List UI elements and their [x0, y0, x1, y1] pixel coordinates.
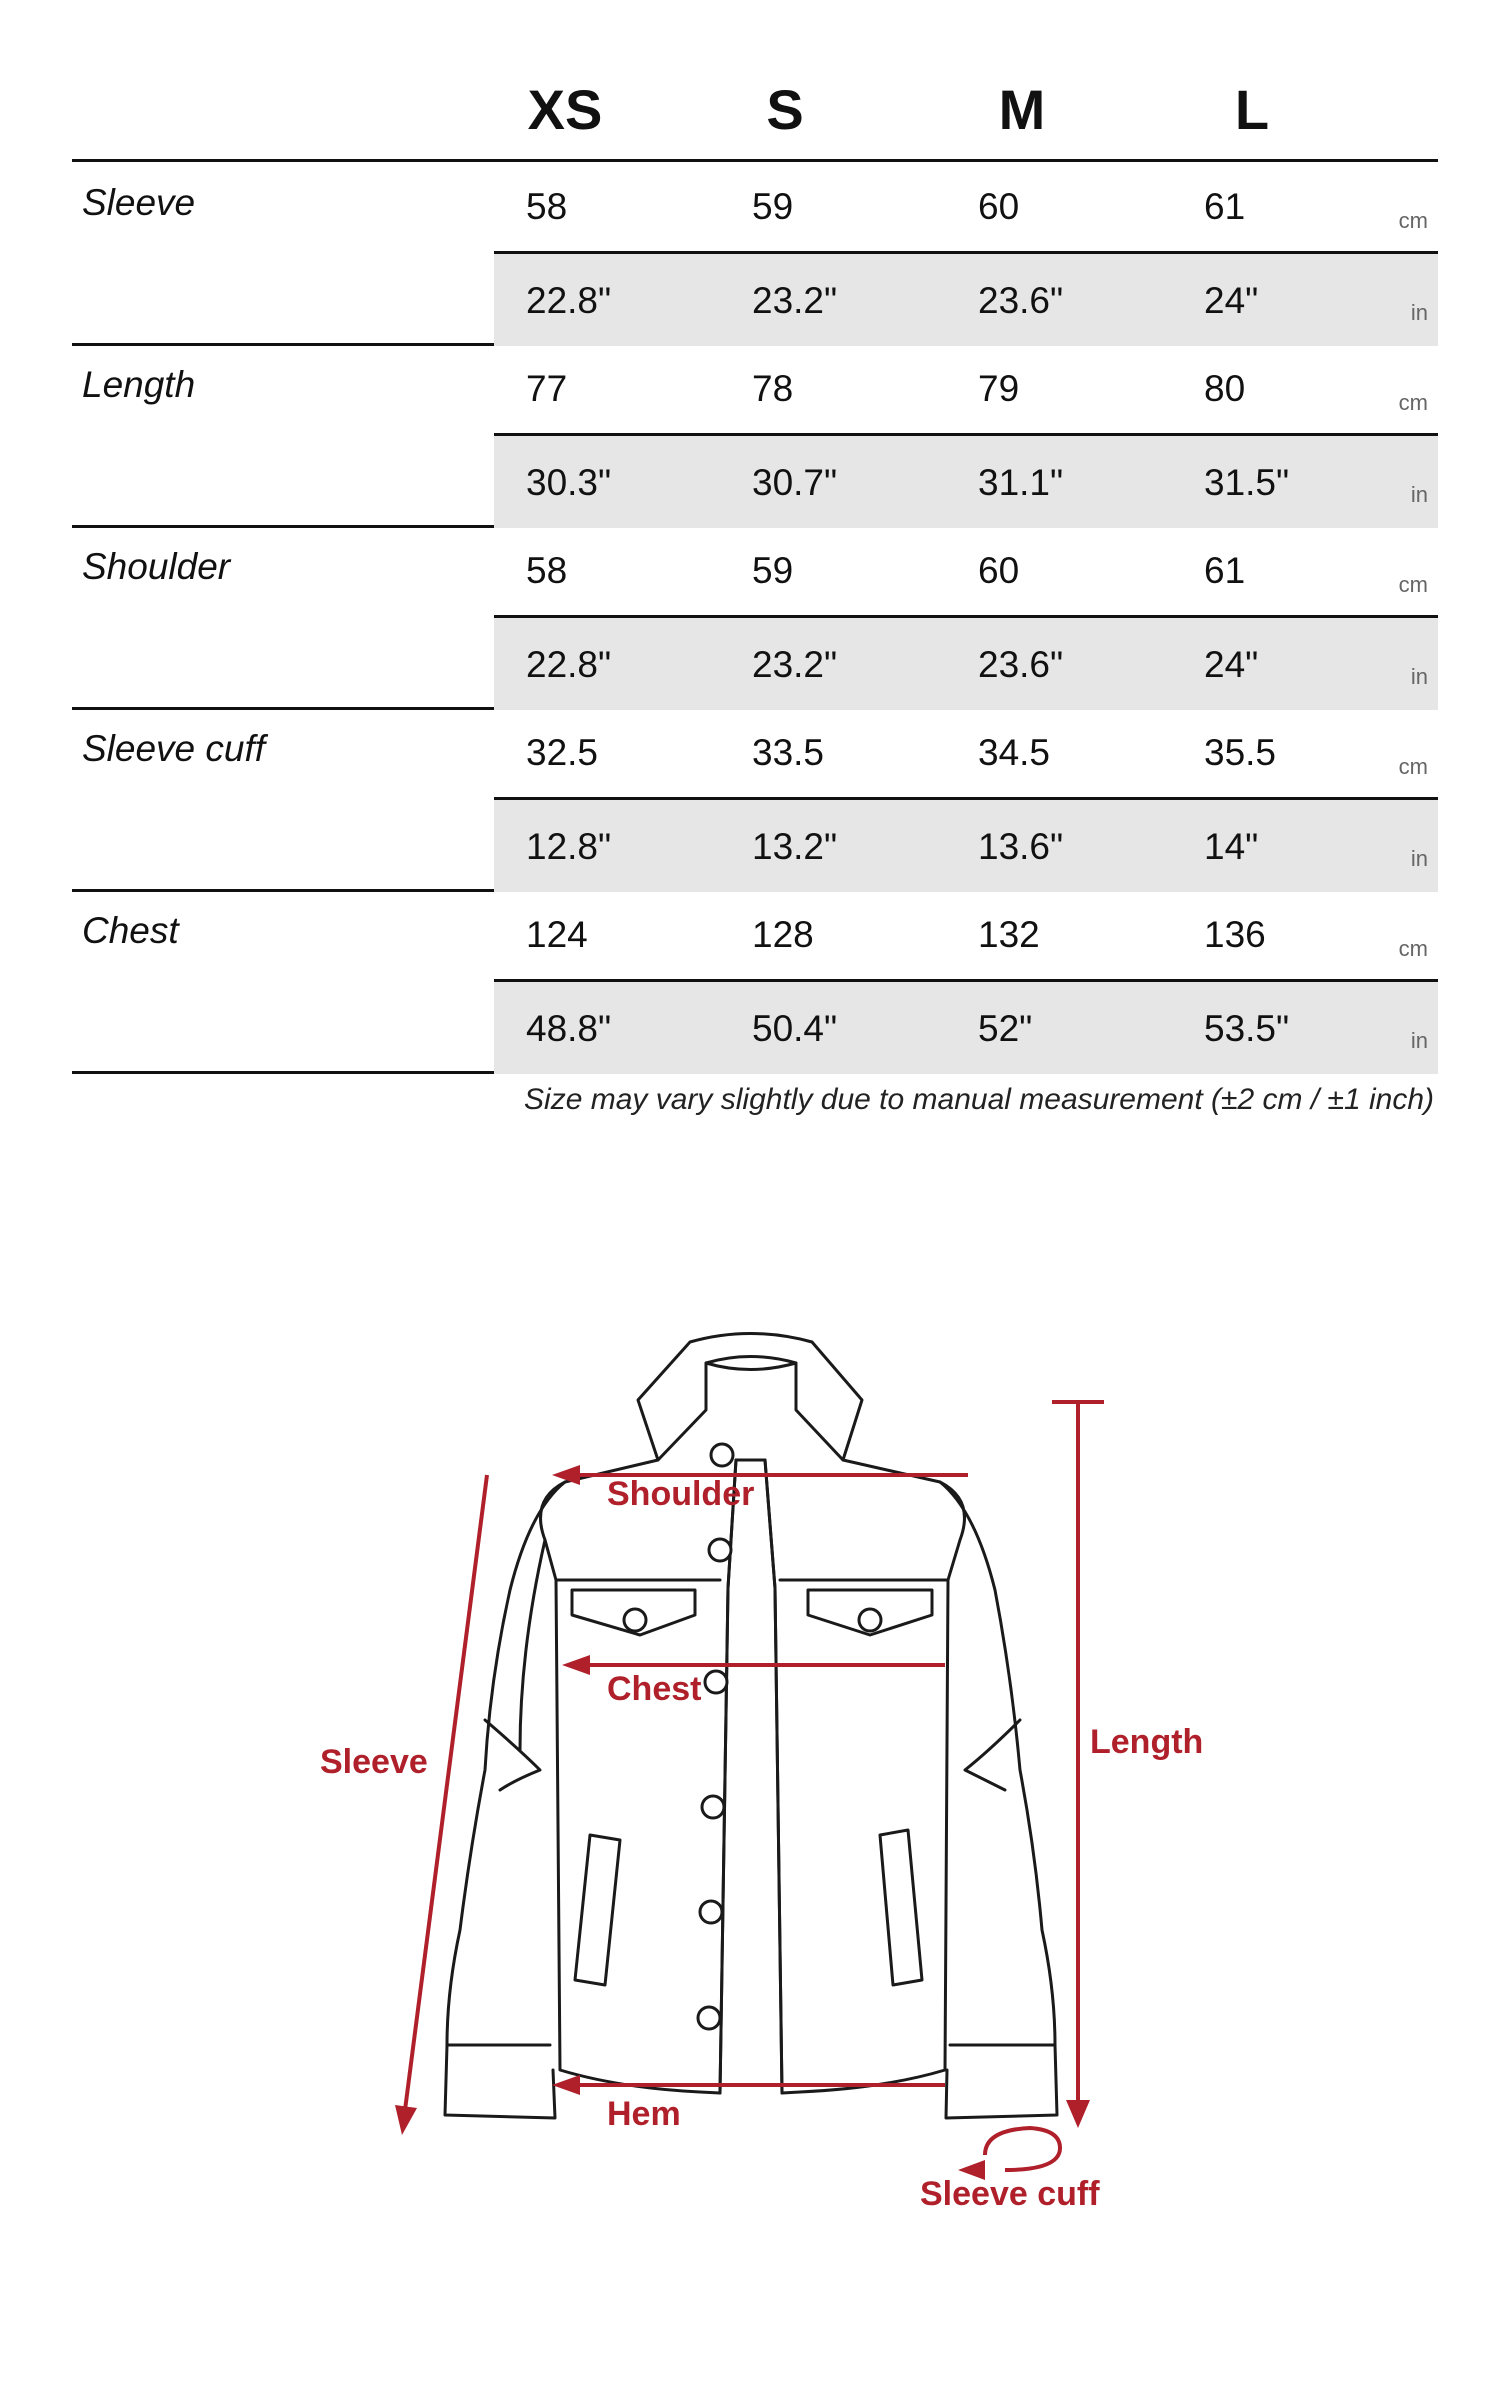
left-side-pocket [575, 1835, 620, 1985]
value-cell: 24" [1204, 644, 1259, 685]
value-cell: 31.5" [1204, 462, 1290, 503]
value-cell: 32.5 [526, 732, 599, 773]
value-row-cm [494, 890, 1438, 978]
sleeve-label: Sleeve [320, 1743, 428, 1781]
value-cell: 30.3" [526, 462, 612, 503]
value-cell: 23.2" [752, 280, 838, 321]
measurement-disclaimer: Size may vary slightly due to manual measurement (±2 cm / ±1 inch) [524, 1083, 1434, 1116]
value-cell: 124 [526, 914, 588, 955]
size-head-xs: XS [527, 78, 603, 141]
value-cell: 22.8" [526, 644, 612, 685]
value-cell: 31.1" [978, 462, 1064, 503]
value-cell: 23.6" [978, 644, 1064, 685]
unit-label: cm [1398, 208, 1428, 233]
chest-label: Chest [607, 1670, 702, 1708]
measure-group-shoulder [72, 526, 1438, 710]
value-cell: 30.7" [752, 462, 838, 503]
value-cell: 50.4" [752, 1008, 838, 1049]
value-cell: 59 [752, 550, 794, 591]
jacket-measurement-diagram [0, 1250, 1500, 2250]
measure-label: Sleeve cuff [82, 728, 266, 769]
measure-group-length [72, 344, 1438, 528]
value-row-in [494, 433, 1438, 528]
size-head-s: S [766, 78, 804, 141]
value-cell: 23.6" [978, 280, 1064, 321]
value-cell: 13.6" [978, 826, 1064, 867]
size-header-row [72, 55, 1438, 162]
unit-label: in [1410, 1028, 1428, 1053]
unit-label: cm [1398, 572, 1428, 597]
right-sleeve-outline [940, 1482, 1057, 2118]
value-cell: 34.5 [978, 732, 1051, 773]
length-label: Length [1090, 1723, 1204, 1761]
value-cell: 79 [978, 368, 1020, 409]
size-head-m: M [998, 78, 1046, 141]
value-row-in [494, 251, 1438, 346]
measure-group-chest [72, 890, 1438, 1074]
value-row-in [494, 615, 1438, 710]
jacket-body-outline [541, 1460, 737, 2093]
value-cell: 13.2" [752, 826, 838, 867]
measure-group-sleeve-cuff [72, 708, 1438, 892]
value-cell: 58 [526, 550, 568, 591]
value-cell: 78 [752, 368, 794, 409]
value-cell: 23.2" [752, 644, 838, 685]
left-sleeve-outline [445, 1482, 565, 2118]
jacket-illustration [0, 1250, 1500, 2250]
value-cell: 24" [1204, 280, 1259, 321]
value-row-cm [494, 344, 1438, 432]
unit-label: in [1410, 300, 1428, 325]
measure-label: Sleeve [82, 182, 196, 223]
measure-group-sleeve [72, 162, 1438, 346]
value-row-in [494, 979, 1438, 1074]
value-cell: 60 [978, 186, 1020, 227]
value-cell: 80 [1204, 368, 1246, 409]
value-cell: 132 [978, 914, 1040, 955]
unit-label: cm [1398, 754, 1428, 779]
value-cell: 14" [1204, 826, 1259, 867]
value-cell: 48.8" [526, 1008, 612, 1049]
unit-label: cm [1398, 936, 1428, 961]
value-cell: 128 [752, 914, 814, 955]
value-row-cm [494, 526, 1438, 614]
value-cell: 22.8" [526, 280, 612, 321]
size-head-l: L [1234, 78, 1270, 141]
value-row-cm [494, 162, 1438, 250]
value-row-cm [494, 708, 1438, 796]
value-cell: 53.5" [1204, 1008, 1290, 1049]
unit-label: in [1410, 482, 1428, 507]
value-cell: 60 [978, 550, 1020, 591]
value-cell: 58 [526, 186, 568, 227]
value-cell: 52" [978, 1008, 1033, 1049]
value-cell: 136 [1204, 914, 1266, 955]
right-side-pocket [880, 1830, 922, 1985]
value-cell: 35.5 [1204, 732, 1277, 773]
value-cell: 59 [752, 186, 794, 227]
measure-label: Length [82, 364, 196, 405]
value-cell: 77 [526, 368, 568, 409]
unit-label: in [1410, 664, 1428, 689]
measure-label: Shoulder [82, 546, 231, 587]
shoulder-label: Shoulder [607, 1475, 755, 1513]
value-cell: 61 [1204, 186, 1246, 227]
collar-outline [638, 1334, 862, 1461]
value-row-in [494, 797, 1438, 892]
value-cell: 12.8" [526, 826, 612, 867]
measure-label: Chest [82, 910, 179, 951]
value-cell: 61 [1204, 550, 1246, 591]
sleeve-cuff-label: Sleeve cuff [920, 2175, 1100, 2213]
hem-label: Hem [607, 2095, 681, 2133]
unit-label: in [1410, 846, 1428, 871]
unit-label: cm [1398, 390, 1428, 415]
value-cell: 33.5 [752, 732, 825, 773]
